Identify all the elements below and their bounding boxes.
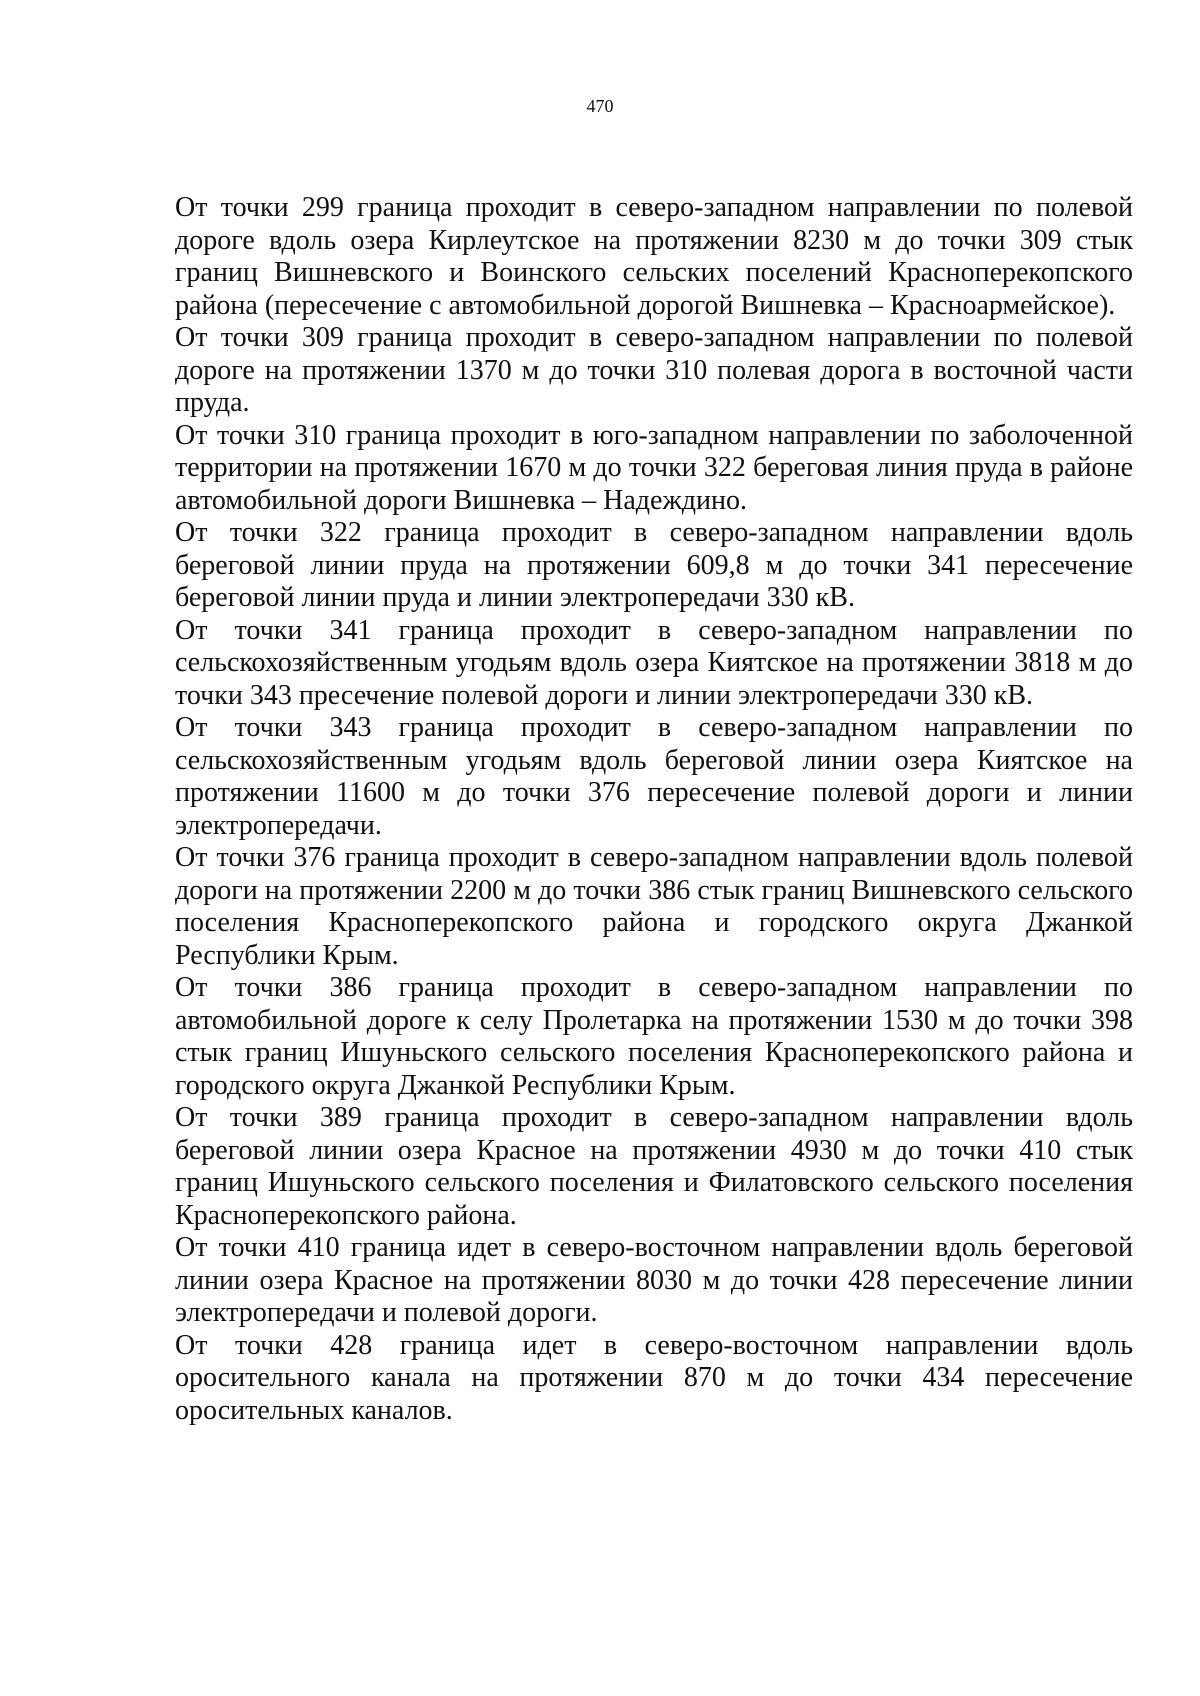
paragraph-5: От точки 341 граница проходит в северо-западном направлении по сельскохозяйственным угодьям вдоль озера Киятское на протяжении 3818 м до точки 343 пресечение полевой дороги и линии электропередачи 330 кВ. <box>175 614 1133 711</box>
paragraph-1: От точки 299 граница проходит в северо-западном направлении по полевой дороге вдоль озера Кирлеутское на протяжении 8230 м до точки 309 стык границ Вишневского и Воинского сельских поселений Красноперекопского района (пересечение с автомобильной дорогой Вишневка – Красноармейское). <box>175 192 1133 321</box>
paragraph-11: От точки 428 граница идет в северо-восточном направлении вдоль оросительного канала на протяжении 870 м до точки 434 пересечение оросительных каналов. <box>175 1329 1133 1426</box>
paragraph-7: От точки 376 граница проходит в северо-западном направлении вдоль полевой дороги на протяжении 2200 м до точки 386 стык границ Вишневского сельского поселения Красноперекопского района и городского округа Джанкой Республики Крым. <box>175 842 1133 971</box>
page-number: 470 <box>586 96 614 116</box>
paragraph-9: От точки 389 граница проходит в северо-западном направлении вдоль береговой линии озера Красное на протяжении 4930 м до точки 410 стык границ Ишуньского сельского поселения и Филатовского сельского поселения Красноперекопского района. <box>175 1102 1133 1231</box>
paragraph-6: От точки 343 граница проходит в северо-западном направлении по сельскохозяйственным угодьям вдоль береговой линии озера Киятское на протяжении 11600 м до точки 376 пересечение полевой дороги и линии электропередачи. <box>175 712 1133 841</box>
paragraph-10: От точки 410 граница идет в северо-восточном направлении вдоль береговой линии озера Красное на протяжении 8030 м до точки 428 пересечение линии электропередачи и полевой дороги. <box>175 1232 1133 1328</box>
paragraph-3: От точки 310 граница проходит в юго-западном направлении по заболоченной территории на протяжении 1670 м до точки 322 береговая линия пруда в районе автомобильной дороги Вишневка – Надеждино. <box>175 419 1133 516</box>
document-body <box>175 192 1133 1427</box>
paragraph-2: От точки 309 граница проходит в северо-западном направлении по полевой дороге на протяжении 1370 м до точки 310 полевая дорога в восточной части пруда. <box>175 322 1133 418</box>
paragraph-4: От точки 322 граница проходит в северо-западном направлении вдоль береговой линии пруда на протяжении 609,8 м до точки 341 пересечение береговой линии пруда и линии электропередачи 330 кВ. <box>175 517 1133 613</box>
paragraph-8: От точки 386 граница проходит в северо-западном направлении по автомобильной дороге к селу Пролетарка на протяжении 1530 м до точки 398 стык границ Ишуньского сельского поселения Красноперекопского района и городского округа Джанкой Республики Крым. <box>175 972 1133 1101</box>
